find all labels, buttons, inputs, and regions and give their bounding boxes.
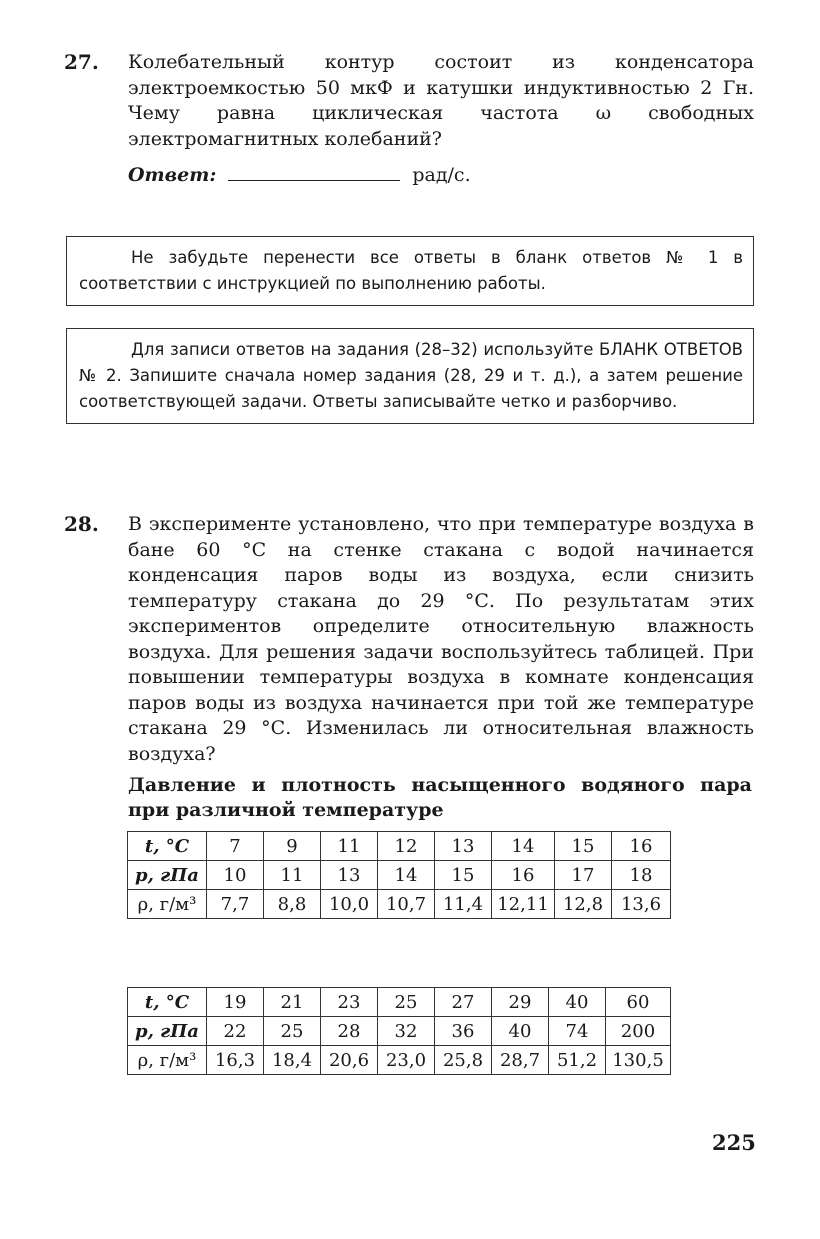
- notice-2-text: Для записи ответов на задания (28–32) используйте БЛАНК ОТВЕТОВ № 2. Запишите сначала номер задания (28, 29 и т. д.), а затем решение соответствующей задачи. Ответы записывайте четко и разборчиво.: [79, 340, 743, 411]
- table-cell: 21: [264, 988, 321, 1017]
- table-title: Давление и плотность насыщенного водяного пара при различной температуре: [128, 774, 752, 821]
- table-cell: 13: [321, 861, 378, 890]
- table-cell: 16: [612, 832, 671, 861]
- table-cell: 12,8: [555, 890, 612, 919]
- table-cell: 13: [435, 832, 492, 861]
- table-cell: 28,7: [492, 1046, 549, 1075]
- table-row-temperature: [128, 832, 671, 861]
- table-cell: 11: [321, 832, 378, 861]
- row-label-p: p, гПа: [128, 861, 207, 890]
- table-cell: 18,4: [264, 1046, 321, 1075]
- row-label-rho: ρ, г/м³: [128, 890, 207, 919]
- table-cell: 14: [378, 861, 435, 890]
- table-cell: 200: [606, 1017, 671, 1046]
- table-cell: 12,11: [492, 890, 555, 919]
- table-cell: 14: [492, 832, 555, 861]
- table-cell: 20,6: [321, 1046, 378, 1075]
- table-cell: 15: [555, 832, 612, 861]
- page-number: 225: [712, 1130, 756, 1155]
- table-cell: 27: [435, 988, 492, 1017]
- notice-transfer-answers: [66, 236, 754, 306]
- table-row-density: [128, 1046, 671, 1075]
- table-cell: 130,5: [606, 1046, 671, 1075]
- table-row-density: [128, 890, 671, 919]
- table-cell: 7,7: [207, 890, 264, 919]
- table-cell: 32: [378, 1017, 435, 1046]
- row-label-rho: ρ, г/м³: [128, 1046, 207, 1075]
- table-cell: 22: [207, 1017, 264, 1046]
- table-cell: 8,8: [264, 890, 321, 919]
- task-28: [64, 512, 754, 767]
- task-27-text: Колебательный контур состоит из конденсатора электроемкостью 50 мкФ и катушки индуктивностью 2 Гн. Чему равна циклическая частота ω свободных электромагнитных колебаний?: [128, 51, 754, 150]
- table-cell: 60: [606, 988, 671, 1017]
- table-cell: 19: [207, 988, 264, 1017]
- table-cell: 12: [378, 832, 435, 861]
- table-cell: 17: [555, 861, 612, 890]
- table-cell: 15: [435, 861, 492, 890]
- task-28-number: 28.: [64, 512, 99, 536]
- table-cell: 9: [264, 832, 321, 861]
- table-row-pressure: [128, 861, 671, 890]
- table-row-pressure: [128, 1017, 671, 1046]
- table-cell: 10,7: [378, 890, 435, 919]
- table-cell: 25: [378, 988, 435, 1017]
- table-cell: 7: [207, 832, 264, 861]
- notice-1-text: Не забудьте перенести все ответы в бланк ответов № 1 в соответствии с инструкцией по выполнению работы.: [79, 248, 743, 293]
- row-label-t: t, °С: [128, 832, 207, 861]
- table-cell: 10: [207, 861, 264, 890]
- table-cell: 11: [264, 861, 321, 890]
- answer-unit: рад/с.: [412, 164, 471, 186]
- table-cell: 16,3: [207, 1046, 264, 1075]
- table-cell: 36: [435, 1017, 492, 1046]
- table-cell: 40: [549, 988, 606, 1017]
- row-label-t: t, °С: [128, 988, 207, 1017]
- table-cell: 18: [612, 861, 671, 890]
- row-label-p: p, гПа: [128, 1017, 207, 1046]
- table-cell: 40: [492, 1017, 549, 1046]
- table-row-temperature: [128, 988, 671, 1017]
- table-cell: 23,0: [378, 1046, 435, 1075]
- notice-answer-sheet-2: [66, 328, 754, 424]
- table-cell: 23: [321, 988, 378, 1017]
- table-cell: 10,0: [321, 890, 378, 919]
- task-27-answer: [128, 162, 754, 186]
- table-cell: 74: [549, 1017, 606, 1046]
- answer-label: Ответ:: [128, 164, 217, 186]
- table-cell: 28: [321, 1017, 378, 1046]
- vapor-table-1: [127, 831, 671, 919]
- table-cell: 29: [492, 988, 549, 1017]
- task-27: [64, 50, 754, 186]
- table-cell: 16: [492, 861, 555, 890]
- vapor-table-2: [127, 987, 671, 1075]
- answer-blank-line: [228, 162, 400, 181]
- table-cell: 25: [264, 1017, 321, 1046]
- table-cell: 11,4: [435, 890, 492, 919]
- table-cell: 13,6: [612, 890, 671, 919]
- task-28-text: В эксперименте установлено, что при температуре воздуха в бане 60 °С на стенке стакана с водой начинается конденсация паров воды из воздуха, если снизить температуру стакана до 29 °С. По результатам этих экспериментов определите относительную влажность воздуха. Для решения задачи воспользуйтесь таблицей. При повышении температуры воздуха в комнате конденсация паров воды из воздуха начинается при той же температуре стакана 29 °С. Изменилась ли относительная влажность воздуха?: [128, 513, 754, 765]
- table-cell: 25,8: [435, 1046, 492, 1075]
- task-27-number: 27.: [64, 50, 99, 74]
- table-cell: 51,2: [549, 1046, 606, 1075]
